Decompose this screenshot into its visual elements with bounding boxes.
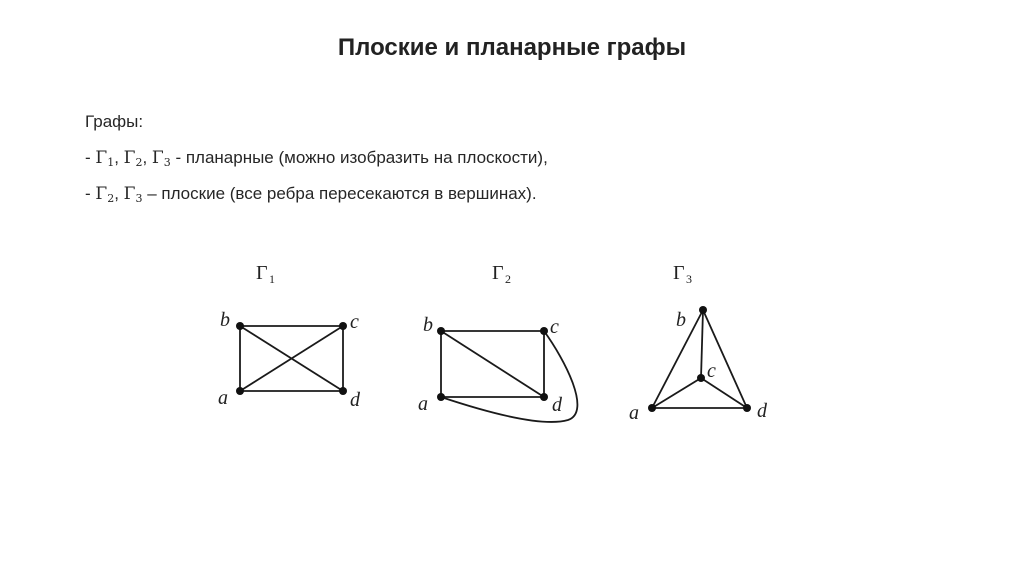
- label-b: b: [676, 309, 686, 331]
- planar-text: - планарные (можно изобразить на плоскости),: [175, 148, 548, 167]
- label-c: c: [707, 360, 716, 382]
- vertex-d: [339, 387, 347, 395]
- graph-2: [418, 262, 577, 422]
- graph-3-sub: 3: [686, 272, 692, 286]
- graph-1: [218, 262, 361, 411]
- label-d: d: [552, 394, 562, 416]
- label-d: d: [757, 400, 767, 422]
- label-c: c: [550, 316, 559, 338]
- gamma-3: $\Gamma_3$: [151, 148, 171, 169]
- vertex-a: [236, 387, 244, 395]
- graph-3-name: Γ: [673, 262, 685, 284]
- label-d: d: [350, 389, 360, 411]
- vertex-b: [437, 327, 445, 335]
- label-a: a: [629, 402, 639, 424]
- edge-bc: [701, 310, 703, 378]
- gamma-2: $\Gamma_2$: [123, 148, 143, 169]
- label-a: a: [218, 387, 228, 409]
- label-b: b: [220, 309, 230, 331]
- slide-title: Плоские и планарные графы: [337, 34, 687, 61]
- edge-bd: [441, 331, 544, 397]
- vertex-c: [540, 327, 548, 335]
- vertex-b: [236, 322, 244, 330]
- label-a: a: [418, 393, 428, 415]
- label-c: c: [350, 311, 359, 333]
- vertex-d: [743, 404, 751, 412]
- dash: -: [85, 184, 91, 203]
- graph-2-name: Γ: [492, 262, 504, 284]
- dash: -: [85, 148, 91, 167]
- graph-3: [629, 262, 768, 424]
- graph-1-sub: 1: [269, 272, 275, 286]
- vertex-a: [648, 404, 656, 412]
- planar-line: - $\Gamma_1$, $\Gamma_2$, $\Gamma_3$ - планарные (можно изобразить на плоскости),: [85, 148, 548, 169]
- vertex-c: [697, 374, 705, 382]
- graph-1-name: Γ: [256, 262, 268, 284]
- graph-2-sub: 2: [505, 272, 511, 286]
- gamma-2: $\Gamma_2$: [95, 184, 115, 205]
- vertex-b: [699, 306, 707, 314]
- vertex-d: [540, 393, 548, 401]
- label-b: b: [423, 314, 433, 336]
- vertex-c: [339, 322, 347, 330]
- vertex-a: [437, 393, 445, 401]
- plane-line: - $\Gamma_2$, $\Gamma_3$ – плоские (все ребра пересекаются в вершинах).: [85, 184, 537, 205]
- plane-text: – плоские (все ребра пересекаются в вершинах).: [147, 184, 537, 203]
- intro-line: Графы:: [85, 112, 144, 131]
- gamma-3: $\Gamma_3$: [123, 184, 143, 205]
- gamma-1: $\Gamma_1$: [95, 148, 115, 169]
